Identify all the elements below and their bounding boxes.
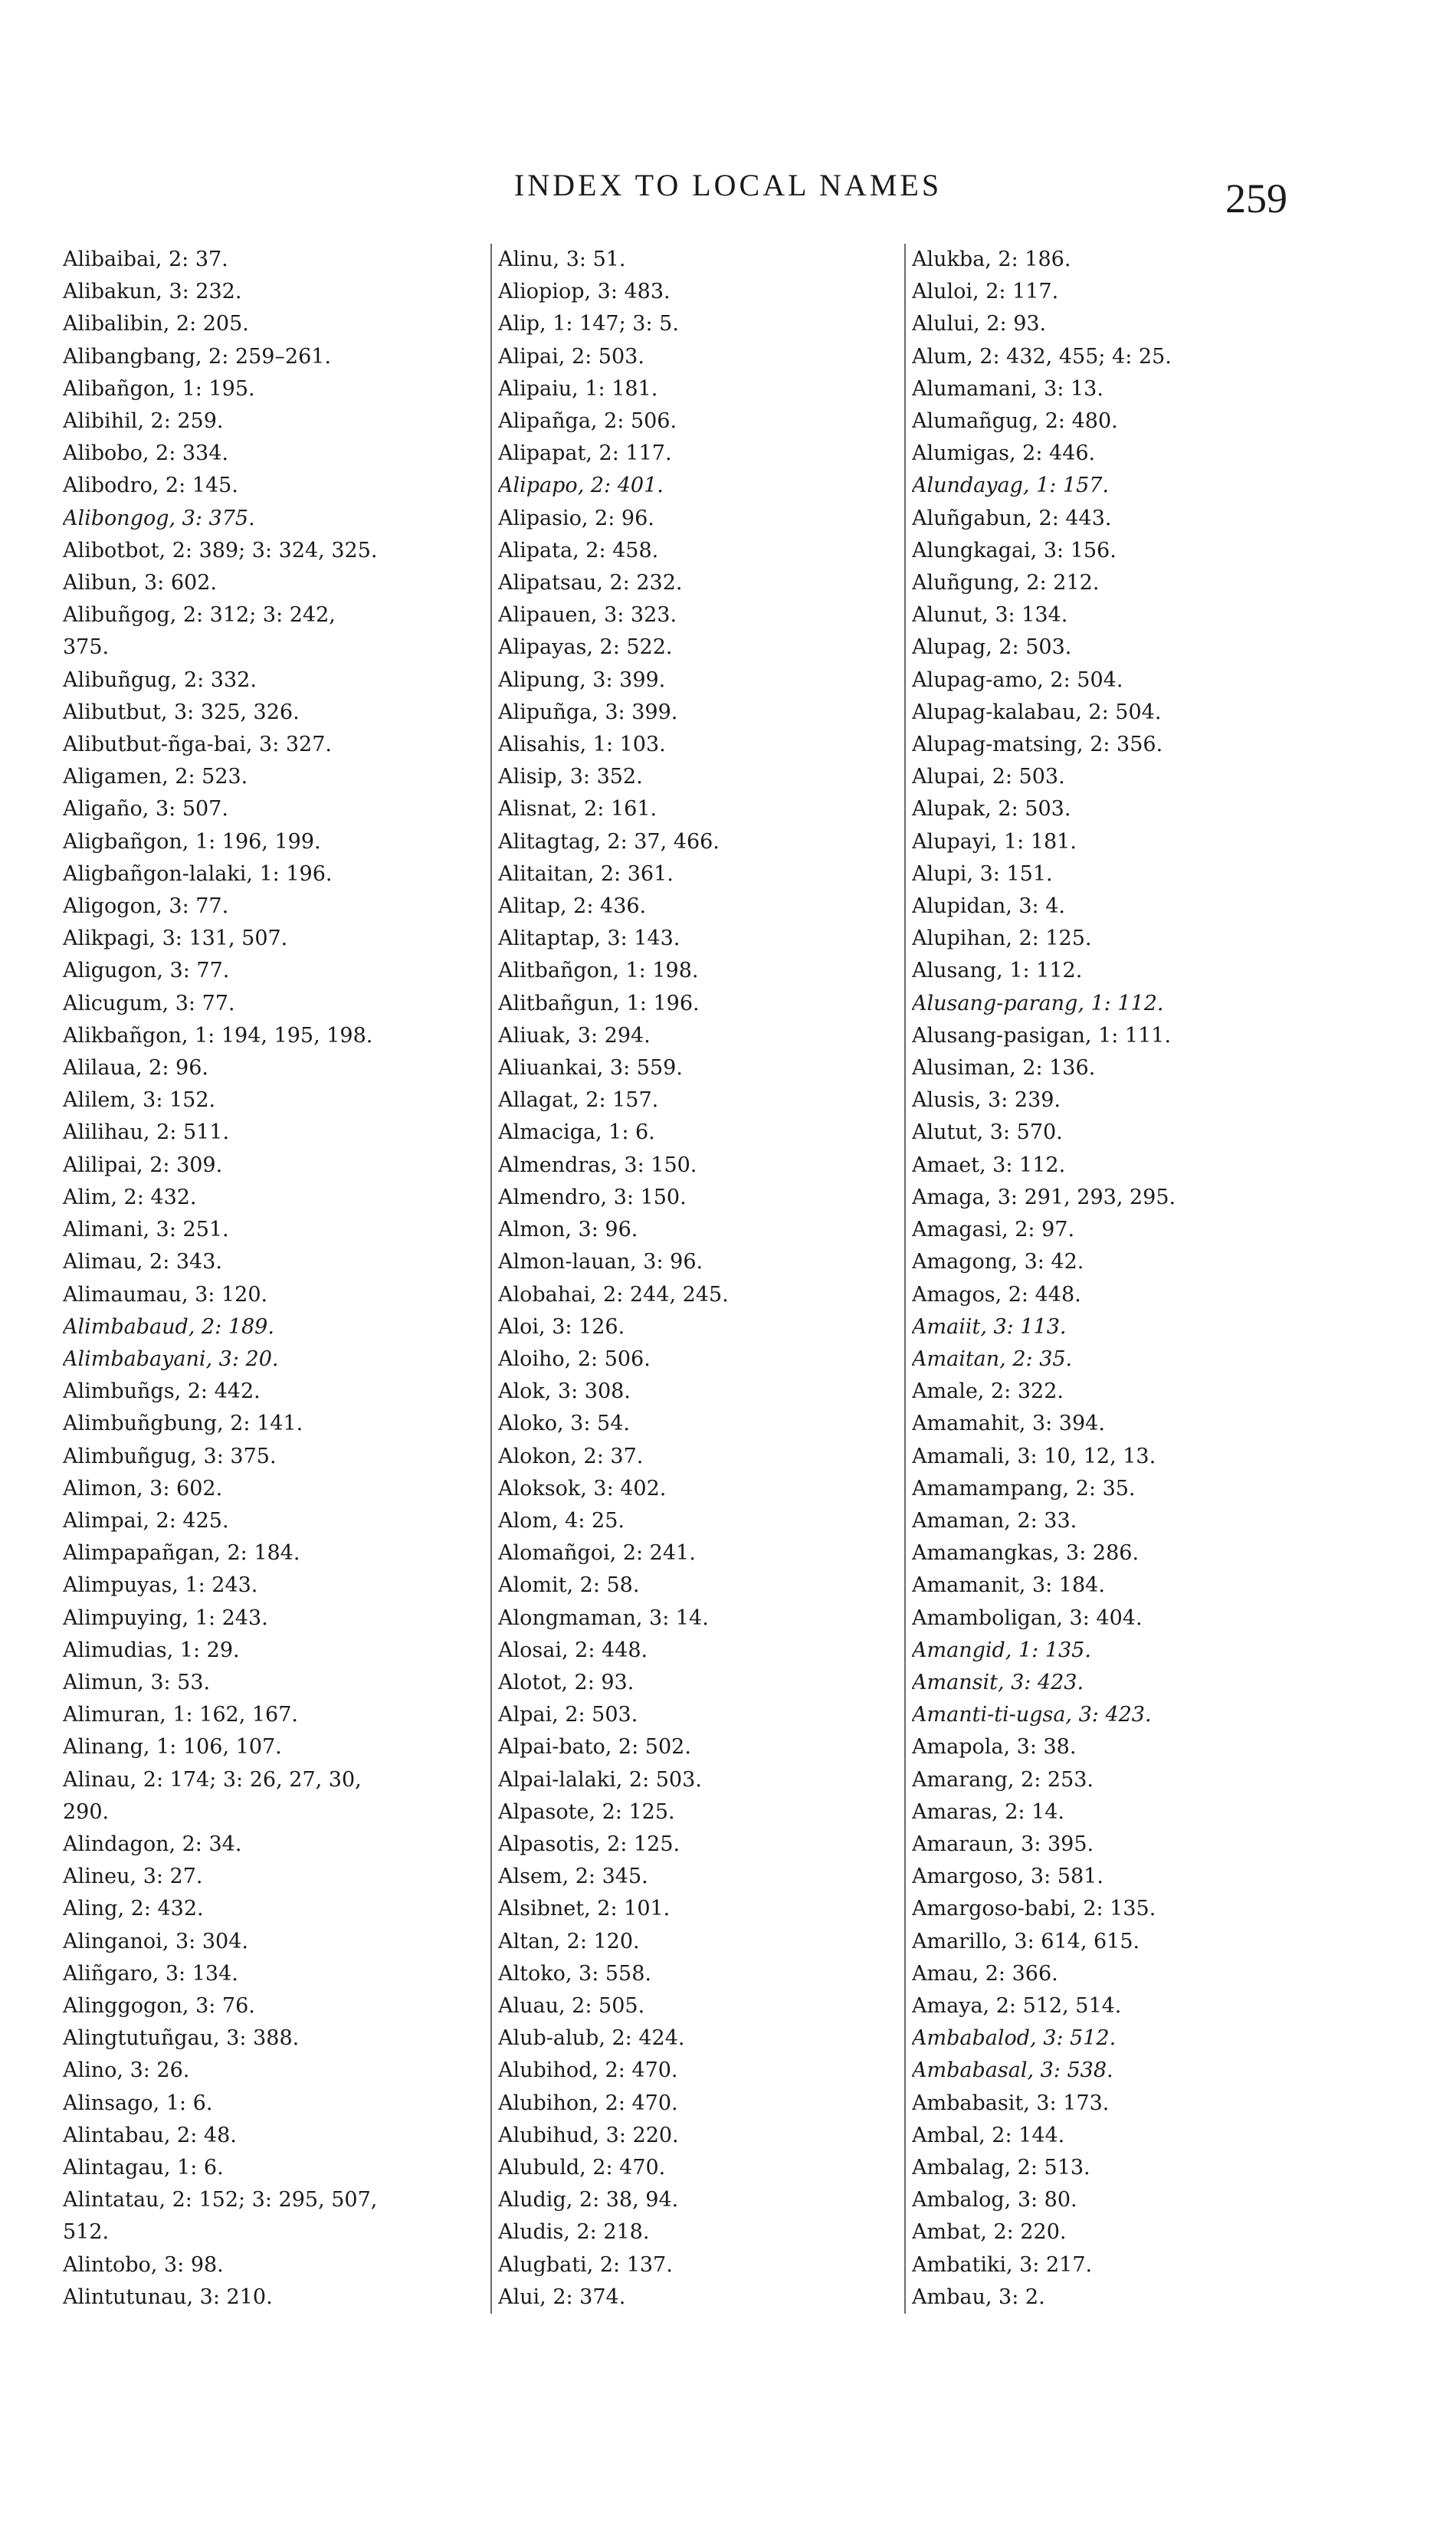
index-entry: Alisnat, 2: 161. bbox=[498, 797, 657, 822]
index-entry: Alingtutuñgau, 3: 388. bbox=[63, 2026, 300, 2051]
index-entry: Alinau, 2: 174; 3: 26, 27, 30, bbox=[63, 1767, 362, 1792]
index-entry: Amamanit, 3: 184. bbox=[912, 1573, 1105, 1598]
index-entry: Alupidan, 3: 4. bbox=[912, 894, 1065, 919]
index-entry: Alitaitan, 2: 361. bbox=[498, 861, 674, 886]
index-entry: Amargoso, 3: 581. bbox=[912, 1865, 1103, 1889]
index-entry: Alimuran, 1: 162, 167. bbox=[63, 1703, 298, 1727]
index-entry: Aliñgaro, 3: 134. bbox=[63, 1961, 238, 1986]
index-entry: Alipapat, 2: 117. bbox=[498, 441, 672, 466]
index-entry: Alupag-matsing, 2: 356. bbox=[912, 733, 1163, 757]
index-entry: Almaciga, 1: 6. bbox=[498, 1120, 655, 1145]
index-entry: Ambau, 3: 2. bbox=[912, 2285, 1045, 2309]
index-entry: Alimaumau, 3: 120. bbox=[63, 1282, 268, 1307]
index-entry: Alupak, 2: 503. bbox=[912, 797, 1071, 822]
index-entry: Alikbañgon, 1: 194, 195, 198. bbox=[63, 1023, 373, 1048]
index-entry: Alpasote, 2: 125. bbox=[498, 1799, 675, 1824]
index-entry: Amapola, 3: 38. bbox=[912, 1735, 1077, 1760]
index-entry: Alibalibin, 2: 205. bbox=[63, 312, 249, 336]
index-entry: Aligogon, 3: 77. bbox=[63, 894, 229, 919]
index-entry: Alusang-pasigan, 1: 111. bbox=[912, 1023, 1172, 1048]
index-entry: Amamboligan, 3: 404. bbox=[912, 1606, 1143, 1630]
index-entry: Amaraun, 3: 395. bbox=[912, 1832, 1094, 1856]
index-entry: Alimudias, 1: 29. bbox=[63, 1638, 240, 1662]
index-entry: Alilaua, 2: 96. bbox=[63, 1056, 208, 1081]
index-entry: Altan, 2: 120. bbox=[498, 1929, 640, 1953]
index-entry: Amanti-ti-ugsa, 3: 423. bbox=[912, 1703, 1152, 1727]
index-entry: Alpasotis, 2: 125. bbox=[498, 1832, 680, 1856]
index-entry: Amagong, 3: 42. bbox=[912, 1250, 1084, 1274]
index-column-3 bbox=[904, 244, 1341, 2314]
index-entry: Ambat, 2: 220. bbox=[912, 2220, 1067, 2245]
index-entry: Alitagtag, 2: 37, 466. bbox=[498, 829, 720, 854]
index-entry: Alibutbut-ñga-bai, 3: 327. bbox=[63, 733, 332, 757]
index-entry: Alom, 4: 25. bbox=[498, 1508, 625, 1533]
index-entry: Alim, 2: 432. bbox=[63, 1185, 197, 1209]
index-entry: Alitaptap, 3: 143. bbox=[498, 927, 680, 951]
index-entry: Alubihon, 2: 470. bbox=[498, 2091, 678, 2115]
index-entry: Alinsago, 1: 6. bbox=[63, 2091, 213, 2115]
index-entry: Altoko, 3: 558. bbox=[498, 1961, 651, 1986]
index-entry: Alungkagai, 3: 156. bbox=[912, 538, 1117, 563]
index-entry: Alibuñgug, 2: 332. bbox=[63, 668, 257, 692]
index-entry: 375. bbox=[63, 635, 110, 660]
index-entry: Aluñgabun, 2: 443. bbox=[912, 506, 1112, 530]
index-entry: Alupag, 2: 503. bbox=[912, 635, 1072, 660]
index-entry: Alitap, 2: 436. bbox=[498, 894, 647, 919]
index-entry: Alongmaman, 3: 14. bbox=[498, 1606, 709, 1630]
index-entry: Alumañgug, 2: 480. bbox=[912, 409, 1118, 434]
index-entry: Aloiho, 2: 506. bbox=[498, 1347, 651, 1371]
index-entry: Alimau, 2: 343. bbox=[63, 1250, 222, 1274]
index-entry: Alunut, 3: 134. bbox=[912, 603, 1068, 628]
index-entry: Alipatsau, 2: 232. bbox=[498, 571, 683, 595]
page-header bbox=[0, 167, 1456, 221]
index-entry: Alipung, 3: 399. bbox=[498, 668, 666, 692]
index-entry: Alubihud, 3: 220. bbox=[498, 2123, 679, 2147]
index-entry: Aligugon, 3: 77. bbox=[63, 959, 230, 983]
index-entry: Aluñgung, 2: 212. bbox=[912, 571, 1100, 595]
index-entry: Alipayas, 2: 522. bbox=[498, 635, 673, 660]
index-entry: Ambatiki, 3: 217. bbox=[912, 2252, 1093, 2277]
index-entry: Alineu, 3: 27. bbox=[63, 1865, 203, 1889]
index-entry: Alimani, 3: 251. bbox=[63, 1218, 229, 1242]
index-entry: Alpai-lalaki, 2: 503. bbox=[498, 1767, 702, 1792]
index-entry: Alibun, 3: 602. bbox=[63, 571, 217, 595]
index-entry: Alupihan, 2: 125. bbox=[912, 927, 1092, 951]
index-entry: Aludig, 2: 38, 94. bbox=[498, 2188, 679, 2212]
index-entry: Alintabau, 2: 48. bbox=[63, 2123, 237, 2147]
index-entry: Amarillo, 3: 614, 615. bbox=[912, 1929, 1140, 1953]
index-entry: Amaga, 3: 291, 293, 295. bbox=[912, 1185, 1176, 1209]
index-entry: Alok, 3: 308. bbox=[498, 1379, 631, 1404]
index-entry: Alinang, 1: 106, 107. bbox=[63, 1735, 282, 1760]
index-entry: Alimbabaud, 2: 189. bbox=[63, 1314, 274, 1339]
index-entry: Alintatau, 2: 152; 3: 295, 507, bbox=[63, 2188, 378, 2212]
index-entry: Amamahit, 3: 394. bbox=[912, 1412, 1105, 1436]
index-entry: Aloksok, 3: 402. bbox=[498, 1476, 667, 1501]
index-entry: Almendras, 3: 150. bbox=[498, 1153, 697, 1177]
index-entry: Alibotbot, 2: 389; 3: 324, 325. bbox=[63, 538, 378, 563]
index-entry: Alinu, 3: 51. bbox=[498, 248, 626, 271]
index-entry: Alibakun, 3: 232. bbox=[63, 280, 242, 304]
index-entry: Alomañgoi, 2: 241. bbox=[498, 1541, 696, 1566]
index-entry: Alimon, 3: 602. bbox=[63, 1476, 223, 1501]
index-entry: Almon-lauan, 3: 96. bbox=[498, 1250, 703, 1274]
index-entry: Alum, 2: 432, 455; 4: 25. bbox=[912, 344, 1172, 369]
index-entry: Amau, 2: 366. bbox=[912, 1961, 1058, 1986]
index-column-2 bbox=[490, 244, 881, 2314]
index-entry: Alitbañgon, 1: 198. bbox=[498, 959, 699, 983]
index-entry: Alusang-parang, 1: 112. bbox=[912, 991, 1164, 1015]
index-entry: Amamali, 3: 10, 12, 13. bbox=[912, 1444, 1156, 1468]
index-entry: Amaya, 2: 512, 514. bbox=[912, 1993, 1122, 2018]
index-entry: Alumamani, 3: 13. bbox=[912, 376, 1103, 401]
index-entry: Alomit, 2: 58. bbox=[498, 1573, 640, 1598]
index-entry: Alilipai, 2: 309. bbox=[63, 1153, 223, 1177]
index-entry: Alupag-kalabau, 2: 504. bbox=[912, 700, 1162, 724]
index-entry: Alimun, 3: 53. bbox=[63, 1670, 211, 1694]
index-entry: Alitbañgun, 1: 196. bbox=[498, 991, 700, 1015]
index-entry: Alibongog, 3: 375. bbox=[63, 506, 255, 530]
index-entry: Amale, 2: 322. bbox=[912, 1379, 1064, 1404]
index-entry: Amansit, 3: 423. bbox=[912, 1670, 1084, 1694]
index-entry: Alino, 3: 26. bbox=[63, 2058, 190, 2083]
index-entry: Alimpuying, 1: 243. bbox=[63, 1606, 268, 1630]
index-entry: Alubihod, 2: 470. bbox=[498, 2058, 678, 2083]
index-entry: Ambalog, 3: 80. bbox=[912, 2188, 1077, 2212]
index-entry: Alumigas, 2: 446. bbox=[912, 441, 1096, 466]
index-entry: Alip, 1: 147; 3: 5. bbox=[498, 312, 679, 336]
index-entry: Alimpuyas, 1: 243. bbox=[63, 1573, 258, 1598]
index-entry: Alibañgon, 1: 195. bbox=[63, 376, 255, 401]
index-entry: Alotot, 2: 93. bbox=[498, 1670, 635, 1694]
page-number: 259 bbox=[1225, 175, 1287, 221]
index-entry: Amarang, 2: 253. bbox=[912, 1767, 1094, 1792]
index-entry: Aliopiop, 3: 483. bbox=[498, 280, 671, 304]
index-entry: Alutut, 3: 570. bbox=[912, 1120, 1063, 1145]
index-entry: Aligbañgon-lalaki, 1: 196. bbox=[63, 861, 333, 886]
index-entry: Alukba, 2: 186. bbox=[912, 248, 1071, 271]
index-entry: Amamampang, 2: 35. bbox=[912, 1476, 1136, 1501]
index-entry: Alisahis, 1: 103. bbox=[498, 733, 666, 757]
index-entry: Alubuld, 2: 470. bbox=[498, 2155, 666, 2180]
index-entry: Alibodro, 2: 145. bbox=[63, 474, 238, 498]
index-entry: Alintagau, 1: 6. bbox=[63, 2155, 224, 2180]
running-title: INDEX TO LOCAL NAMES bbox=[513, 168, 943, 202]
index-entry: Alsibnet, 2: 101. bbox=[498, 1897, 671, 1921]
index-entry: Alupayi, 1: 181. bbox=[912, 829, 1077, 854]
index-entry: Amargoso-babi, 2: 135. bbox=[912, 1897, 1156, 1921]
index-entry: Alipuñga, 3: 399. bbox=[498, 700, 678, 724]
index-entry: Ambabasit, 3: 173. bbox=[912, 2091, 1110, 2115]
index-entry: Alimbuñgs, 2: 442. bbox=[63, 1379, 261, 1404]
index-entry: Amaman, 2: 33. bbox=[912, 1508, 1077, 1533]
index-entry: Alimbabayani, 3: 20. bbox=[63, 1347, 279, 1371]
index-entry: Alimbuñgbung, 2: 141. bbox=[63, 1412, 303, 1436]
index-entry: Aligamen, 2: 523. bbox=[63, 765, 248, 789]
index-entry: Alui, 2: 374. bbox=[498, 2285, 626, 2309]
index-entry: Aligaño, 3: 507. bbox=[63, 797, 228, 822]
index-entry: Alibobo, 2: 334. bbox=[63, 441, 228, 466]
index-entry: Alilem, 3: 152. bbox=[63, 1088, 216, 1113]
index-entry: Alintobo, 3: 98. bbox=[63, 2252, 224, 2277]
index-entry: Alipauen, 3: 323. bbox=[498, 603, 677, 628]
index-entry: Allagat, 2: 157. bbox=[498, 1088, 659, 1113]
index-entry: Ambal, 2: 144. bbox=[912, 2123, 1065, 2147]
index-entry: Alusis, 3: 239. bbox=[912, 1088, 1061, 1113]
index-column-1 bbox=[63, 244, 446, 2314]
index-entry: Alimpapañgan, 2: 184. bbox=[63, 1541, 300, 1566]
index-entry: Ambabasal, 3: 538. bbox=[912, 2058, 1113, 2083]
index-entry: Alpai-bato, 2: 502. bbox=[498, 1735, 691, 1760]
index-entry: Alsem, 2: 345. bbox=[498, 1865, 648, 1889]
index-entry: Amaitan, 2: 35. bbox=[912, 1347, 1073, 1371]
index-entry: Amamangkas, 3: 286. bbox=[912, 1541, 1140, 1566]
index-entry: Aludis, 2: 218. bbox=[498, 2220, 650, 2245]
index-entry: Alipapo, 2: 401. bbox=[498, 474, 664, 498]
index-entry: Alimpai, 2: 425. bbox=[63, 1508, 229, 1533]
index-entry: Aling, 2: 432. bbox=[63, 1897, 204, 1921]
index-entry: Aluloi, 2: 117. bbox=[912, 280, 1059, 304]
index-entry: Alicugum, 3: 77. bbox=[63, 991, 235, 1015]
index-entry: Amagasi, 2: 97. bbox=[912, 1218, 1075, 1242]
index-entry: Almon, 3: 96. bbox=[498, 1218, 638, 1242]
index-entry: Amaet, 3: 112. bbox=[912, 1153, 1066, 1177]
index-entry: Amaiit, 3: 113. bbox=[912, 1314, 1067, 1339]
index-entry: Alupag-amo, 2: 504. bbox=[912, 668, 1123, 692]
index-entry: Alosai, 2: 448. bbox=[498, 1638, 648, 1662]
index-entry: Almendro, 3: 150. bbox=[498, 1185, 687, 1209]
index-entry: Alinganoi, 3: 304. bbox=[63, 1929, 248, 1953]
index-entry: Ambabalod, 3: 512. bbox=[912, 2026, 1117, 2051]
index-entry: Alusiman, 2: 136. bbox=[912, 1056, 1096, 1081]
index-entry: Amangid, 1: 135. bbox=[912, 1638, 1091, 1662]
index-entry: 290. bbox=[63, 1799, 110, 1824]
index-entry: Alipai, 2: 503. bbox=[498, 344, 644, 369]
index-entry: 512. bbox=[63, 2220, 110, 2245]
index-entry: Alpai, 2: 503. bbox=[498, 1703, 638, 1727]
index-entry: Alupi, 3: 151. bbox=[912, 861, 1053, 886]
index-entry: Aliuak, 3: 294. bbox=[498, 1023, 651, 1048]
index-entry: Alibaibai, 2: 37. bbox=[63, 248, 228, 271]
index-entry: Alimbuñgug, 3: 375. bbox=[63, 1444, 277, 1468]
index-entry: Alinggogon, 3: 76. bbox=[63, 1993, 255, 2018]
index-entry: Aluau, 2: 505. bbox=[498, 1993, 645, 2018]
index-entry: Amagos, 2: 448. bbox=[912, 1282, 1081, 1307]
index-entry: Aligbañgon, 1: 196, 199. bbox=[63, 829, 321, 854]
index-entry: Alintutunau, 3: 210. bbox=[63, 2285, 273, 2309]
index-entry: Aloko, 3: 54. bbox=[498, 1412, 630, 1436]
index-entry: Alokon, 2: 37. bbox=[498, 1444, 644, 1468]
index-entry: Alibuñgog, 2: 312; 3: 242, bbox=[63, 603, 336, 628]
index-entry: Aliuankai, 3: 559. bbox=[498, 1056, 683, 1081]
index-entry: Alipata, 2: 458. bbox=[498, 538, 659, 563]
index-entry: Alipañga, 2: 506. bbox=[498, 409, 677, 434]
index-entry: Alibihil, 2: 259. bbox=[63, 409, 224, 434]
index-entry: Alibangbang, 2: 259–261. bbox=[63, 344, 332, 369]
index-entry: Alipaiu, 1: 181. bbox=[498, 376, 658, 401]
index-entry: Alusang, 1: 112. bbox=[912, 959, 1083, 983]
index-entry: Alugbati, 2: 137. bbox=[498, 2252, 673, 2277]
index-entry: Alipasio, 2: 96. bbox=[498, 506, 654, 530]
index-entry: Alub-alub, 2: 424. bbox=[498, 2026, 685, 2051]
index-entry: Alului, 2: 93. bbox=[912, 312, 1047, 336]
index-entry: Alupai, 2: 503. bbox=[912, 765, 1065, 789]
index-entry: Alindagon, 2: 34. bbox=[63, 1832, 242, 1856]
index-entry: Alilihau, 2: 511. bbox=[63, 1120, 230, 1145]
index-entry: Amaras, 2: 14. bbox=[912, 1799, 1065, 1824]
index-entry: Alundayag, 1: 157. bbox=[912, 474, 1110, 498]
index-entry: Alisip, 3: 352. bbox=[498, 765, 643, 789]
index-entry: Ambalag, 2: 513. bbox=[912, 2155, 1090, 2180]
index-entry: Alibutbut, 3: 325, 326. bbox=[63, 700, 300, 724]
index-entry: Alobahai, 2: 244, 245. bbox=[498, 1282, 729, 1307]
index-entry: Alikpagi, 3: 131, 507. bbox=[63, 927, 288, 951]
index-entry: Aloi, 3: 126. bbox=[498, 1314, 625, 1339]
